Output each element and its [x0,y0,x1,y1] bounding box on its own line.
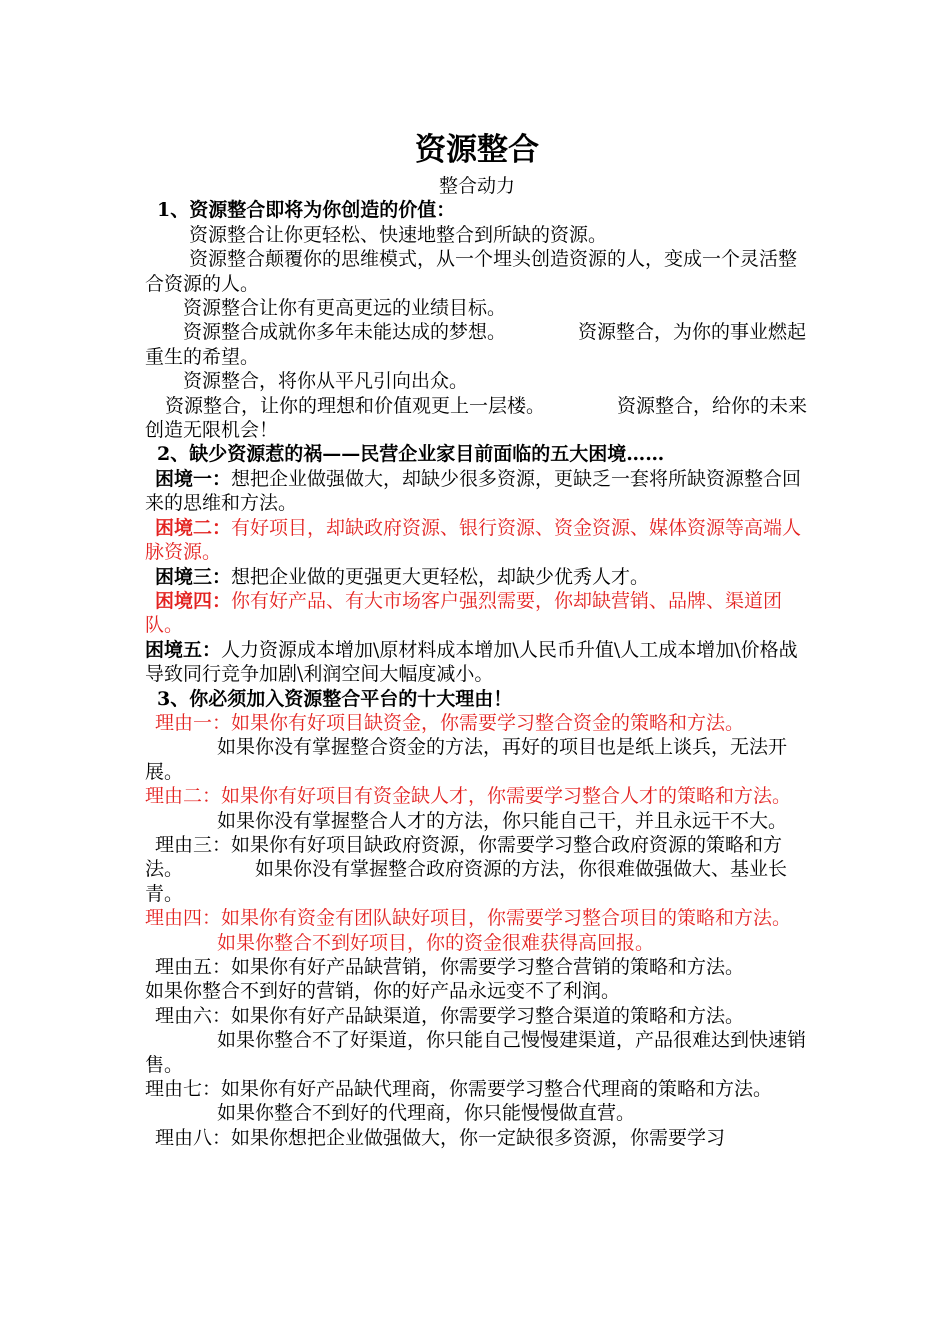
dilemma-label: 困境二： [155,516,232,539]
paragraph: 资源整合让你有更高更远的业绩目标。 [183,297,507,320]
text-span: 如果你整合不了好渠道，你只能自己慢慢建渠道，产品很难达到快速销售。 [145,1029,807,1076]
text-span: 资源整合，给你的未来创造无限机会！ [145,394,808,442]
dilemma-5 [145,638,809,687]
dilemma-4 [145,589,809,638]
paragraph [145,320,809,369]
reason-3 [145,833,809,906]
reason-5: 理由五：如果你有好产品缺营销，你需要学习整合营销的策略和方法。 [155,956,745,978]
reason-6 [145,1004,809,1077]
text-span: 如果你整合不到好项目，你的资金很难获得高回报。 [217,931,655,954]
reason-2 [145,784,809,833]
paragraph: 资源整合让你更轻松、快速地整合到所缺的资源。 [189,223,608,246]
section-2-heading: 2、缺少资源惹的祸——民营企业家目前面临的五大困境…… [157,443,665,466]
text-span: 资源整合成就你多年未能达成的梦想。 [183,321,507,344]
text-span: 资源整合，让你的理想和价值观更上一层楼。 [165,394,546,417]
paragraph: 资源整合颠覆你的思维模式，从一个埋头创造资源的人，变成一个灵活整合资源的人。 [145,248,798,295]
page-title: 资源整合 [415,132,539,168]
text-span: 资源整合，为你的事业燃起重生的希望。 [145,321,807,368]
reason-4 [145,906,809,955]
document-page [145,128,809,1150]
dilemma-label: 困境三： [155,565,232,588]
dilemma-3 [145,565,809,589]
text-span: 理由六：如果你有好产品缺渠道，你需要学习整合渠道的策略和方法。 [155,1004,745,1027]
dilemma-text: 有好项目，却缺政府资源、银行资源、资金资源、媒体资源等高端人脉资源。 [145,516,802,564]
dilemma-1 [145,467,809,516]
reason-7 [145,1077,809,1126]
text-span: 理由一：如果你有好项目缺资金，你需要学习整合资金的策略和方法。 [155,711,745,734]
text-span: 理由七：如果你有好产品缺代理商，你需要学习整合代理商的策略和方法。 [145,1078,773,1101]
paragraph: 资源整合，将你从平凡引向出众。 [183,370,469,393]
dilemma-text: 你有好产品、有大市场客户强烈需要，你却缺营销、品牌、渠道团队。 [145,589,783,637]
text-span: 如果你没有掌握整合政府资源的方法，你很难做强做大、基业长青。 [145,858,788,905]
section-1-heading: 1、资源整合即将为你创造的价值： [157,199,456,222]
text-span: 理由二：如果你有好项目有资金缺人才，你需要学习整合人才的策略和方法。 [145,785,792,808]
text-span: 理由四：如果你有资金有团队缺好项目，你需要学习整合项目的策略和方法。 [145,907,792,930]
dilemma-text: 想把企业做强做大，却缺少很多资源，更缺乏一套将所缺资源整合回来的思维和方法。 [145,467,802,515]
reason-8: 理由八：如果你想把企业做强做大，你一定缺很多资源，你需要学习 [155,1126,726,1149]
text-span: 如果你整合不到好的代理商，你只能慢慢做直营。 [217,1102,636,1125]
dilemma-label: 困境一： [155,467,232,490]
text-span: 如果你没有掌握整合资金的方法，再好的项目也是纸上谈兵，无法开展。 [145,736,788,783]
paragraph: 如果你整合不到好的营销，你的好产品永远变不了利润。 [145,980,621,1003]
reason-1 [145,711,809,784]
dilemma-text: 想把企业做的更强更大更轻松，却缺少优秀人才。 [231,565,650,588]
text-span: 理由三：如果你有好项目缺政府资源，你需要学习整合政府资源的策略和方法。 [145,833,783,881]
text-span: 如果你没有掌握整合人才的方法，你只能自己干，并且永远干不大。 [217,809,788,832]
section-3-heading: 3、你必须加入资源整合平台的十大理由！ [157,687,513,710]
paragraph [145,394,809,443]
page-subtitle: 整合动力 [438,175,515,197]
dilemma-text: 人力资源成本增加\原材料成本增加\人民币升值\人工成本增加\价格战导致同行竞争加剧\利润空间大幅度减小。 [145,638,798,686]
dilemma-label: 困境五： [145,638,222,661]
dilemma-2 [145,516,809,565]
dilemma-label: 困境四： [155,589,232,612]
